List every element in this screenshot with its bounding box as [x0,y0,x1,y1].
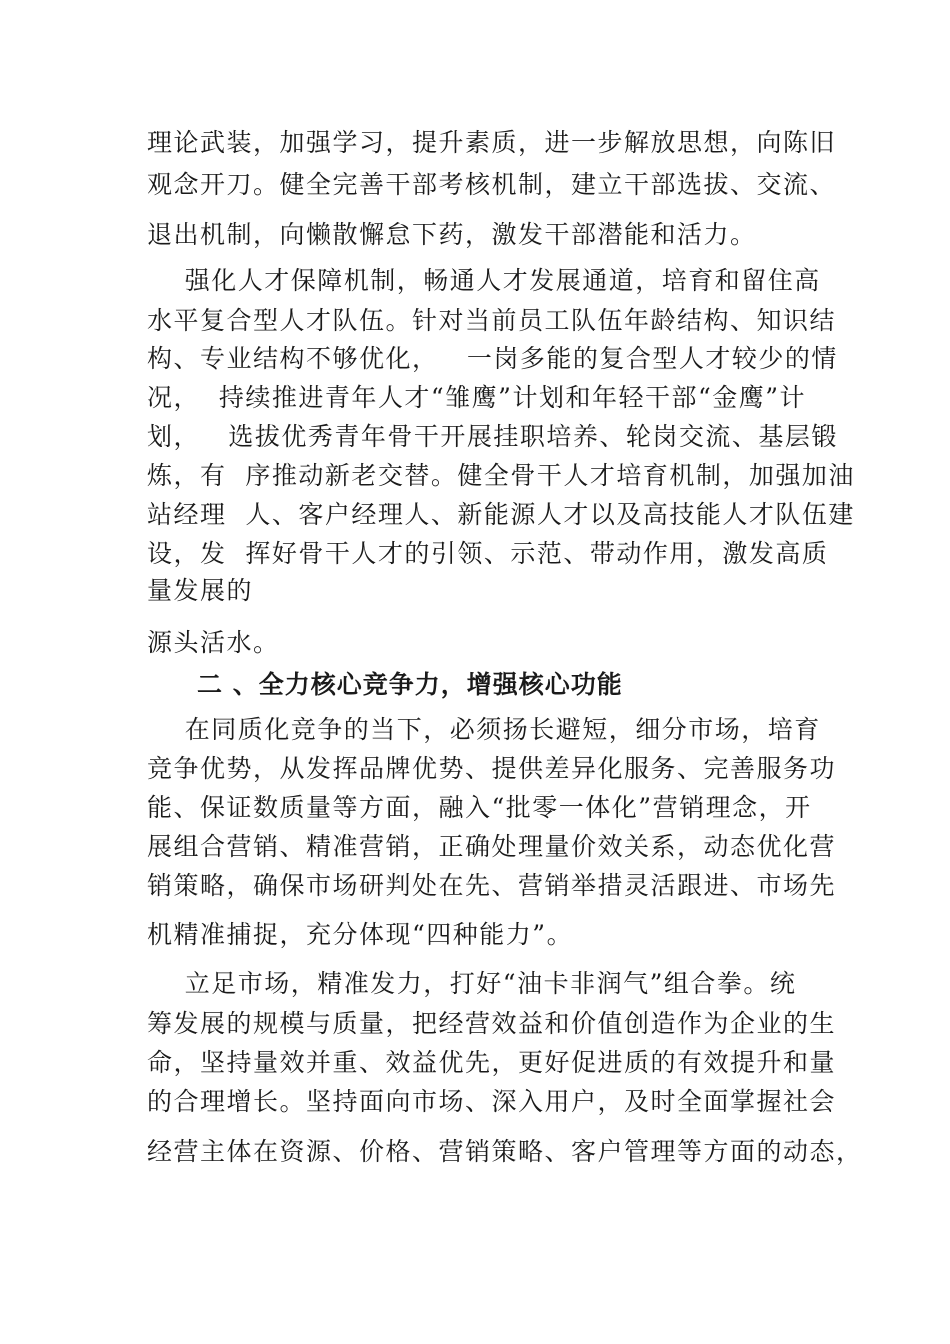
text-line: 销策略，确保市场研判处在先、营销举措灵活跟进、市场先 [147,871,837,900]
text-line: 展组合营销、精准营销，正确处理量价效关系，动态优化营 [147,832,837,861]
text-line: 量发展的 [147,576,254,605]
text-line: 在同质化竞争的当下，必须扬长避短，细分市场，培育 [147,715,821,744]
text-line: 机精准捕捉，充分体现“四种能力”。 [147,920,574,949]
text-line: 炼，有 序推动新老交替。健全骨干人才培育机制，加强加油 [147,461,855,490]
text-line: 水平复合型人才队伍。针对当前员工队伍年龄结构、知识结 [147,306,837,335]
section-heading: 二 、全力核心竞争力，增强核心功能 [197,670,623,699]
text-line: 划， 选拔优秀青年骨干开展挂职培养、轮岗交流、基层锻 [147,422,838,451]
text-line: 站经理 人、客户经理人、新能源人才以及高技能人才队伍建 [147,500,855,529]
text-line: 强化人才保障机制，畅通人才发展通道，培育和留住高 [147,266,821,295]
text-line: 经营主体在资源、价格、营销策略、客户管理等方面的动态， [147,1137,863,1166]
text-line: 竞争优势，从发挥品牌优势、提供差异化服务、完善服务功 [147,754,837,783]
text-line: 的合理增长。坚持面向市场、深入用户，及时全面掌握社会 [147,1087,837,1116]
text-line: 源头活水。 [147,628,280,657]
text-line: 设，发 挥好骨干人才的引领、示范、带动作用，激发高质 [147,539,829,568]
text-line: 命，坚持量效并重、效益优先，更好促进质的有效提升和量 [147,1048,837,1077]
text-line: 况， 持续推进青年人才“雏鹰”计划和年轻干部“金鹰”计 [147,383,807,412]
text-line: 观念开刀。健全完善干部考核机制，建立干部选拔、交流、 [147,170,837,199]
text-line: 立足市场，精准发力，打好“油卡非润气”组合拳。统 [147,969,797,998]
text-line: 筹发展的规模与质量，把经营效益和价值创造作为企业的生 [147,1009,837,1038]
text-line: 能、保证数质量等方面，融入“批零一体化”营销理念，开 [147,793,812,822]
text-line: 退出机制，向懒散懈怠下药，激发干部潜能和活力。 [147,220,757,249]
text-line: 构、专业结构不够优化， 一岗多能的复合型人才较少的情 [147,344,838,373]
text-line: 理论武装，加强学习，提升素质，进一步解放思想，向陈旧 [147,128,837,157]
